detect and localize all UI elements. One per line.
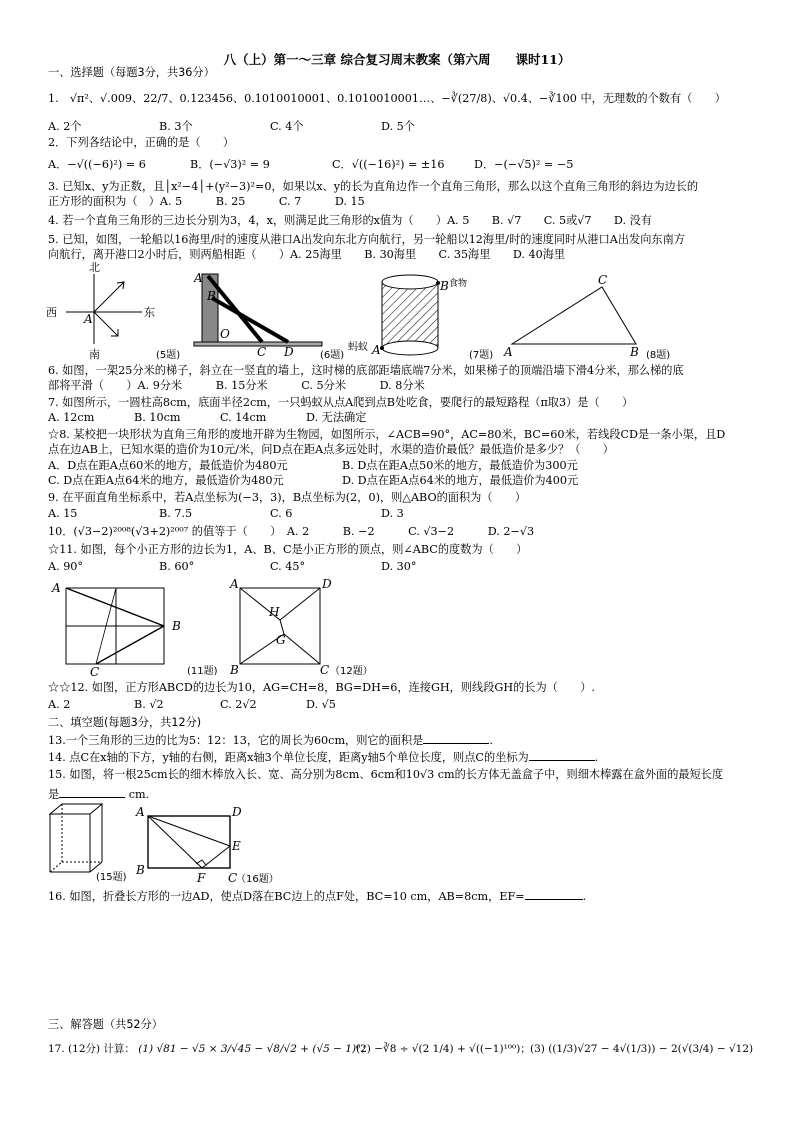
q14-line: 14. 点C在x轴的下方，y轴的右侧，距离x轴3个单位长度，距离y轴5个单位长度，则点C的坐标为 . <box>48 751 599 764</box>
q2-option-b[interactable]: B．(−√3)² = 9 <box>190 158 270 171</box>
triangle-point-b: B <box>630 345 639 359</box>
box-figure <box>50 804 102 872</box>
q6-stem-line2: 部将平滑（ ）A. 9分米 B. 15分米 C. 5分米 D. 8分米 <box>48 379 425 392</box>
triangle-point-c: C <box>598 273 608 287</box>
q16-stem: 16. 如图，折叠长方形的一边AD，使点D落在BC边上的点F处，BC=10 cm，AB=8cm，EF= <box>48 890 525 903</box>
grid-point-b: B <box>172 619 181 633</box>
q16-line: 16. 如图，折叠长方形的一边AD，使点D落在BC边上的点F处，BC=10 cm，AB=8cm，EF= . <box>48 890 587 903</box>
q16-answer-blank[interactable] <box>525 888 583 900</box>
triangle-figure <box>503 273 639 359</box>
q12-option-b[interactable]: B. √2 <box>134 698 164 711</box>
ladder-point-o: O <box>220 327 230 341</box>
q17-line <box>48 1042 371 1056</box>
fold-point-e: E <box>232 839 241 853</box>
section-choice-heading: 一、选择题（每题3分，共36分） <box>48 66 215 79</box>
q2-options <box>48 158 573 172</box>
fold-point-b: B <box>136 863 145 877</box>
compass-north: 北 <box>89 261 100 274</box>
q12-stem: ☆☆12. 如图，正方形ABCD的边长为10，AG=CH=8，BG=DH=6，连接GH，则线段GH的长为（ ）. <box>48 681 595 694</box>
q12-option-a[interactable]: A. 2 <box>48 698 71 711</box>
q1-option-a[interactable]: A. 2个 <box>48 120 82 133</box>
caption-q15: (15题) <box>96 872 127 883</box>
q11-option-d[interactable]: D. 30° <box>381 560 417 573</box>
q2-option-d[interactable]: D．−(−√5)² = −5 <box>474 158 574 171</box>
square-point-b: B <box>230 663 239 677</box>
q8-option-b[interactable]: B. D点在距A点50米的地方，最低造价为300元 <box>342 459 578 472</box>
q11-option-a[interactable]: A. 90° <box>48 560 84 573</box>
caption-q6: (6题) <box>320 350 345 361</box>
square-point-d: D <box>322 577 332 591</box>
compass-south: 南 <box>89 348 100 361</box>
q9-stem: 9. 在平面直角坐标系中，若A点坐标为(−3，3)，B点坐标为(2，0)，则△ABO的面积为（ ） <box>48 491 527 504</box>
grid-figure <box>51 581 181 679</box>
q3-stem-line2: 正方形的面积为（ ）A. 5 B. 25 C. 7 D. 15 <box>48 195 365 208</box>
q2-stem: 2．下列各结论中，正确的是（ ） <box>48 136 235 149</box>
caption-q12: （12题） <box>330 666 373 677</box>
q7-option-d[interactable]: D. 无法确定 <box>306 411 367 424</box>
ladder-point-d: D <box>284 345 294 359</box>
q17-part-1: (1) √81 − √5 × 3/√45 − √8/√2 + (√5 − 1)⁰； <box>138 1043 371 1055</box>
q2-option-c[interactable]: C．√((−16)²) = ±16 <box>332 158 445 171</box>
square-point-g: G <box>276 633 286 647</box>
q5-stem-line2: 向航行，离开港口2小时后，则两船相距（ ）A. 25海里 B. 30海里 C. 35海里 D. 40海里 <box>48 248 566 261</box>
fold-rect-figure <box>135 805 242 885</box>
q12-option-d[interactable]: D. √5 <box>306 698 336 711</box>
q5-stem-line1: 5. 已知，如图，一轮船以16海里/时的速度从港口A出发向东北方向航行，另一轮船以12海里/时的速度同时从港口A出发向东南方 <box>48 233 685 246</box>
cylinder-food-label: 食物 <box>449 279 468 289</box>
q7-option-b[interactable]: B. 10cm <box>134 411 181 424</box>
square-figure <box>229 577 332 677</box>
q7-options <box>48 411 366 425</box>
q1-stem: 1. √π²、√.009、22/7、0.123456、0.1010010001、0.1010010001…、−∛(27/8)、√0.4、−∛100 中，无理数的个数有（ ） <box>48 92 726 105</box>
q1-option-c[interactable]: C. 4个 <box>270 120 304 133</box>
q1-option-b[interactable]: B. 3个 <box>159 120 193 133</box>
q15-stem-line1: 15. 如图，将一根25cm长的细木棒放入长、宽、高分别为8cm、6cm和10√3 cm的长方体无盖盒子中，则细木棒露在盒外面的最短长度 <box>48 768 724 781</box>
caption-q11: (11题) <box>187 666 218 677</box>
compass-west: 西 <box>46 306 57 319</box>
q2-option-a[interactable]: A．−√((−6)²) = 6 <box>48 158 146 171</box>
compass-point-a: A <box>84 312 93 326</box>
q8-option-c[interactable]: C. D点在距A点64米的地方，最低造价为480元 <box>48 474 284 487</box>
section-answer-heading: 三、解答题（共52分） <box>48 1018 163 1031</box>
q13-answer-blank[interactable] <box>423 732 489 744</box>
triangle-point-a: A <box>504 345 513 359</box>
q9-option-b[interactable]: B. 7.5 <box>159 507 193 520</box>
q17-part-3: (3) ((1/3)√27 − 4√(1/3)) − 2(√(3/4) − √12) <box>530 1043 754 1055</box>
figure-row-3 <box>44 800 374 886</box>
q13-stem: 13.一个三角形的三边的比为5：12：13，它的周长为60cm，则它的面积是 <box>48 734 424 747</box>
q9-option-a[interactable]: A. 15 <box>48 507 78 520</box>
cylinder-figure <box>348 275 467 357</box>
q13-line: 13.一个三角形的三边的比为5：12：13，它的周长为60cm，则它的面积是 . <box>48 734 493 747</box>
q8-stem-line2: 点在边AB上，已知水渠的造价为10元/米，问D点在距A点多远处时，水渠的造价最低？最低造价是多少？（ ） <box>48 443 614 456</box>
fold-point-c: C <box>228 871 238 885</box>
q3-stem-line1: 3. 已知x、y为正数，且│x²−4│+(y²−3)²=0，如果以x、y的长为直角边作一个直角三角形，那么以这个直角三角形的斜边为边长的 <box>48 180 699 193</box>
section-fill-heading: 二、填空题(每题3分，共12分) <box>48 716 202 729</box>
square-point-c: C <box>320 663 330 677</box>
q9-options <box>48 507 404 521</box>
q8-option-a[interactable]: A．D点在距A点60米的地方，最低造价为480元 <box>48 459 288 472</box>
q12-option-c[interactable]: C. 2√2 <box>220 698 257 711</box>
q11-stem: ☆11. 如图，每个小正方形的边长为1，A、B、C是小正方形的顶点，则∠ABC的度数为（ ） <box>48 543 528 556</box>
square-point-a: A <box>230 577 239 591</box>
q15-stem-prefix: 是 <box>48 788 60 801</box>
figure-row-1 <box>44 262 754 362</box>
q15-stem-suffix: cm. <box>128 788 150 801</box>
q17-label: 17. (12分) 计算： <box>48 1043 135 1055</box>
figure-row-2 <box>44 576 444 678</box>
cylinder-ant-label: 蚂蚁 <box>348 342 368 353</box>
q1-options <box>48 120 415 134</box>
q6-stem-line1: 6. 如图，一架25分米的梯子，斜立在一竖直的墙上，这时梯的底部距墙底端7分米，如果梯子的顶端沿墙下滑4分米，那么梯的底 <box>48 364 684 377</box>
grid-point-c: C <box>90 665 100 679</box>
fold-point-a: A <box>136 805 145 819</box>
compass-east: 东 <box>144 306 155 319</box>
q7-stem: 7. 如图所示，一圆柱高8cm，底面半径2cm，一只蚂蚁从点A爬到点B处吃食，要爬行的最短路程（π取3）是（ ） <box>48 396 634 409</box>
q11-option-c[interactable]: C. 45° <box>270 560 306 573</box>
q9-option-c[interactable]: C. 6 <box>270 507 293 520</box>
q8-option-d[interactable]: D. D点在距A点64米的地方，最低造价为400元 <box>342 474 579 487</box>
compass-figure <box>46 261 155 361</box>
cylinder-point-b: B <box>440 279 449 293</box>
q14-answer-blank[interactable] <box>529 749 595 761</box>
q12-options <box>48 698 336 712</box>
ladder-point-b: B <box>207 289 216 303</box>
page-title: 八（上）第一～三章 综合复习周末教案（第六周 课时11） <box>223 52 571 67</box>
q14-stem: 14. 点C在x轴的下方，y轴的右侧，距离x轴3个单位长度，距离y轴5个单位长度，则点C的坐标为 <box>48 751 529 764</box>
ladder-point-a: A <box>194 271 203 285</box>
grid-point-a: A <box>52 581 61 595</box>
fold-point-f: F <box>197 871 206 885</box>
cylinder-point-a: A <box>372 343 381 357</box>
q1-option-d[interactable]: D. 5个 <box>381 120 415 133</box>
q17-part-2: (2) −∛8 ÷ √(2 1/4) + √((−1)¹⁰⁰)； <box>356 1043 531 1055</box>
q7-option-a[interactable]: A. 12cm <box>48 411 95 424</box>
q7-option-c[interactable]: C. 14cm <box>220 411 267 424</box>
caption-q16: （16题） <box>236 874 279 885</box>
caption-q5: (5题) <box>156 350 181 361</box>
q10-stem: 10．(√3−2)²⁰⁰⁸(√3+2)²⁰⁰⁷ 的值等于（ ） A. 2 B. −2 C. √3−2 D. 2−√3 <box>48 525 535 538</box>
caption-q8: (8题) <box>646 350 671 361</box>
ladder-point-c: C <box>257 345 267 359</box>
q11-option-b[interactable]: B. 60° <box>159 560 195 573</box>
q11-options <box>48 560 417 574</box>
square-point-h: H <box>269 605 280 619</box>
q9-option-d[interactable]: D. 3 <box>381 507 404 520</box>
q4-stem: 4. 若一个直角三角形的三边长分别为3，4，x，则满足此三角形的x值为（ ）A. 5 B. √7 C. 5或√7 D. 没有 <box>48 214 652 227</box>
q8-stem-line1: ☆8. 某校把一块形状为直角三角形的废地开辟为生物园，如图所示，∠ACB=90°，AC=80米，BC=60米，若线段CD是一条小渠，且D <box>48 428 726 441</box>
ladder-figure <box>193 271 322 359</box>
q15-answer-blank[interactable] <box>59 786 125 798</box>
caption-q7: (7题) <box>469 350 494 361</box>
fold-point-d: D <box>232 805 242 819</box>
